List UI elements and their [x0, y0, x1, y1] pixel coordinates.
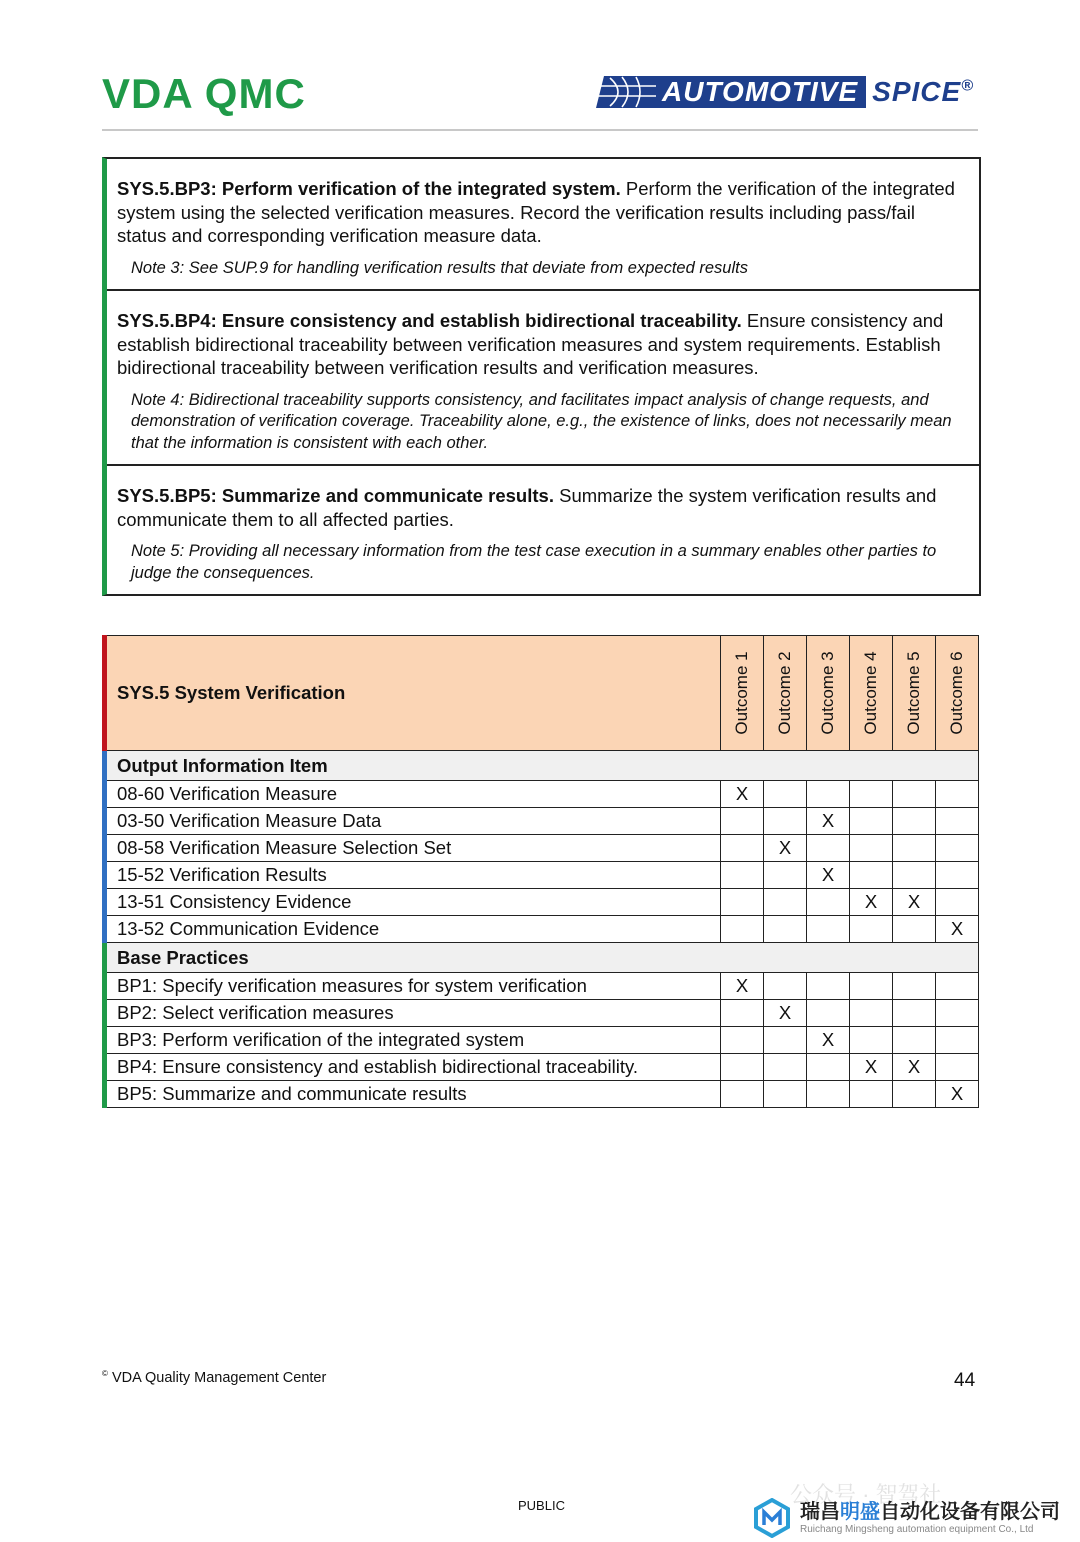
row-label: BP1: Specify verification measures for system verification — [105, 973, 721, 1000]
table-row — [105, 1027, 979, 1054]
outcome-6-cell: X — [936, 916, 979, 943]
copyright-mark: © — [102, 1369, 108, 1378]
outcome-5-cell — [893, 808, 936, 835]
outcome-1-cell — [721, 862, 764, 889]
outcome-2-cell — [764, 808, 807, 835]
faint-watermark: 公众号 · 智驾社 — [790, 1482, 942, 1507]
outcome-6-cell — [936, 973, 979, 1000]
company-watermark — [752, 1498, 1060, 1538]
outcome-6-header — [936, 636, 979, 751]
outcome-6-cell — [936, 1027, 979, 1054]
vda-qmc-logo: VDA QMC — [102, 70, 306, 117]
outcome-5-cell — [893, 835, 936, 862]
outcome-2-cell — [764, 1054, 807, 1081]
outcome-5-cell — [893, 1000, 936, 1027]
outcome-2-header — [764, 636, 807, 751]
outcome-2-cell — [764, 973, 807, 1000]
section-heading-row — [105, 943, 979, 973]
bp5-title: SYS.5.BP5: Summarize and communicate results. — [117, 485, 554, 506]
outcome-5-cell — [893, 862, 936, 889]
outcome-1-header — [721, 636, 764, 751]
outcome-6-cell — [936, 889, 979, 916]
copyright-text: VDA Quality Management Center — [111, 1369, 327, 1386]
outcome-2-cell — [764, 781, 807, 808]
outcome-3-cell: X — [807, 1027, 850, 1054]
bp3-note: Note 3: See SUP.9 for handling verification results that deviate from expected results — [131, 258, 748, 277]
outcome-4-cell — [850, 1081, 893, 1108]
outcome-4-header — [850, 636, 893, 751]
outcome-3-cell — [807, 1054, 850, 1081]
outcome-1-cell — [721, 808, 764, 835]
outcome-5-cell — [893, 781, 936, 808]
table-row — [105, 862, 979, 889]
bp3-title: SYS.5.BP3: Perform verification of the integrated system. — [117, 178, 621, 199]
bp3-section — [107, 159, 979, 291]
table-row — [105, 808, 979, 835]
row-label: 15-52 Verification Results — [105, 862, 721, 889]
outcome-1-cell — [721, 1027, 764, 1054]
spice-logo-band: AUTOMOTIVE — [658, 76, 866, 108]
outcome-6-cell — [936, 862, 979, 889]
company-name: 瑞昌明盛自动化设备有限公司 — [800, 1501, 1060, 1523]
bp5-note: Note 5: Providing all necessary information from the test case execution in a summary enables other parties to judge the consequences. — [131, 542, 937, 582]
classification-label: PUBLIC — [518, 1498, 565, 1513]
globe-grid-icon — [596, 76, 658, 108]
bp4-body: Ensure consistency and establish bidirectional traceability between verification measures and system requirements. Establish bidirectional traceability between verification results and verification measures. — [117, 310, 944, 378]
outcome-5-header — [893, 636, 936, 751]
outcome-1-cell — [721, 1000, 764, 1027]
outcome-3-cell — [807, 916, 850, 943]
outcome-4-cell — [850, 973, 893, 1000]
outcome-4-cell — [850, 781, 893, 808]
outcome-5-cell — [893, 1081, 936, 1108]
outcome-5-cell: X — [893, 889, 936, 916]
copyright-notice — [102, 1369, 326, 1386]
table-row — [105, 835, 979, 862]
outcome-3-cell: X — [807, 808, 850, 835]
outcome-matrix-table — [102, 635, 979, 1108]
bp5-section — [107, 466, 979, 594]
header-divider — [102, 129, 978, 131]
outcome-3-cell: X — [807, 862, 850, 889]
outcome-5-cell — [893, 916, 936, 943]
row-label: 13-51 Consistency Evidence — [105, 889, 721, 916]
outcome-3-cell — [807, 889, 850, 916]
outcome-6-cell — [936, 835, 979, 862]
outcome-3-cell — [807, 781, 850, 808]
outcome-6-label: Outcome 6 — [947, 651, 966, 735]
spice-logo-word: SPICE® — [872, 76, 974, 107]
outcome-2-label: Outcome 2 — [775, 651, 794, 735]
outcome-5-cell — [893, 973, 936, 1000]
table-row — [105, 973, 979, 1000]
section-heading-row — [105, 751, 979, 781]
outcome-1-cell — [721, 1054, 764, 1081]
outcome-2-cell — [764, 889, 807, 916]
row-label: 13-52 Communication Evidence — [105, 916, 721, 943]
outcome-5-label: Outcome 5 — [904, 651, 923, 735]
outcome-1-cell — [721, 916, 764, 943]
row-label: 03-50 Verification Measure Data — [105, 808, 721, 835]
table-row — [105, 916, 979, 943]
outcome-1-cell: X — [721, 973, 764, 1000]
outcome-1-cell: X — [721, 781, 764, 808]
outcome-2-cell — [764, 1081, 807, 1108]
outcome-4-cell: X — [850, 1054, 893, 1081]
outcome-4-cell — [850, 916, 893, 943]
outcome-1-cell — [721, 835, 764, 862]
outcome-3-header — [807, 636, 850, 751]
section-heading: Output Information Item — [105, 751, 979, 781]
row-label: BP3: Perform verification of the integrated system — [105, 1027, 721, 1054]
outcome-2-cell — [764, 1027, 807, 1054]
table-row — [105, 1054, 979, 1081]
bp3-text — [117, 177, 965, 248]
outcome-6-cell — [936, 781, 979, 808]
outcome-6-cell — [936, 1000, 979, 1027]
row-label: BP4: Ensure consistency and establish bidirectional traceability. — [105, 1054, 721, 1081]
section-heading: Base Practices — [105, 943, 979, 973]
company-hexagon-logo-icon — [752, 1498, 792, 1538]
outcome-6-cell — [936, 1054, 979, 1081]
outcome-6-cell: X — [936, 1081, 979, 1108]
outcome-4-cell — [850, 835, 893, 862]
bp4-note: Note 4: Bidirectional traceability supports consistency, and facilitates impact analysis of change requests, and demonstration of verification coverage. Traceability alone, e.g., the existence of links, does not necessarily mean that the information is consistent with each other. — [131, 390, 952, 452]
table-row — [105, 1000, 979, 1027]
outcome-5-cell: X — [893, 1054, 936, 1081]
outcome-1-label: Outcome 1 — [732, 651, 751, 735]
outcome-4-cell — [850, 1027, 893, 1054]
outcome-3-cell — [807, 835, 850, 862]
outcome-4-cell: X — [850, 889, 893, 916]
outcome-3-cell — [807, 1000, 850, 1027]
outcome-6-cell — [936, 808, 979, 835]
table-header-row — [105, 636, 979, 751]
automotive-spice-logo — [596, 76, 974, 108]
table-row — [105, 781, 979, 808]
outcome-4-label: Outcome 4 — [861, 651, 880, 735]
outcome-4-cell — [850, 808, 893, 835]
row-label: BP2: Select verification measures — [105, 1000, 721, 1027]
bp5-body: Summarize the system verification results and communicate them to all affected parties. — [117, 485, 937, 530]
outcome-4-cell — [850, 862, 893, 889]
outcome-3-cell — [807, 973, 850, 1000]
outcome-3-label: Outcome 3 — [818, 651, 837, 735]
outcome-2-cell: X — [764, 835, 807, 862]
outcome-3-cell — [807, 1081, 850, 1108]
table-row — [105, 889, 979, 916]
company-name-english: Ruichang Mingsheng automation equipment Co., Ltd — [800, 1524, 1034, 1535]
bp4-section — [107, 291, 979, 466]
outcome-1-cell — [721, 1081, 764, 1108]
base-practice-box — [102, 157, 981, 596]
table-row — [105, 1081, 979, 1108]
bp3-body: Perform the verification of the integrated system using the selected verification measures. Record the verification results including pass/fail status and corresponding verification measure data. — [117, 178, 955, 246]
bp4-text — [117, 309, 965, 380]
outcome-4-cell — [850, 1000, 893, 1027]
outcome-1-cell — [721, 889, 764, 916]
row-label: BP5: Summarize and communicate results — [105, 1081, 721, 1108]
bp4-title: SYS.5.BP4: Ensure consistency and establish bidirectional traceability. — [117, 310, 742, 331]
row-label: 08-58 Verification Measure Selection Set — [105, 835, 721, 862]
table-title: SYS.5 System Verification — [105, 636, 721, 751]
bp5-text — [117, 484, 965, 531]
outcome-2-cell — [764, 916, 807, 943]
outcome-5-cell — [893, 1027, 936, 1054]
table-body — [105, 751, 979, 1108]
page-number: 44 — [954, 1370, 976, 1391]
outcome-2-cell: X — [764, 1000, 807, 1027]
row-label: 08-60 Verification Measure — [105, 781, 721, 808]
outcome-2-cell — [764, 862, 807, 889]
